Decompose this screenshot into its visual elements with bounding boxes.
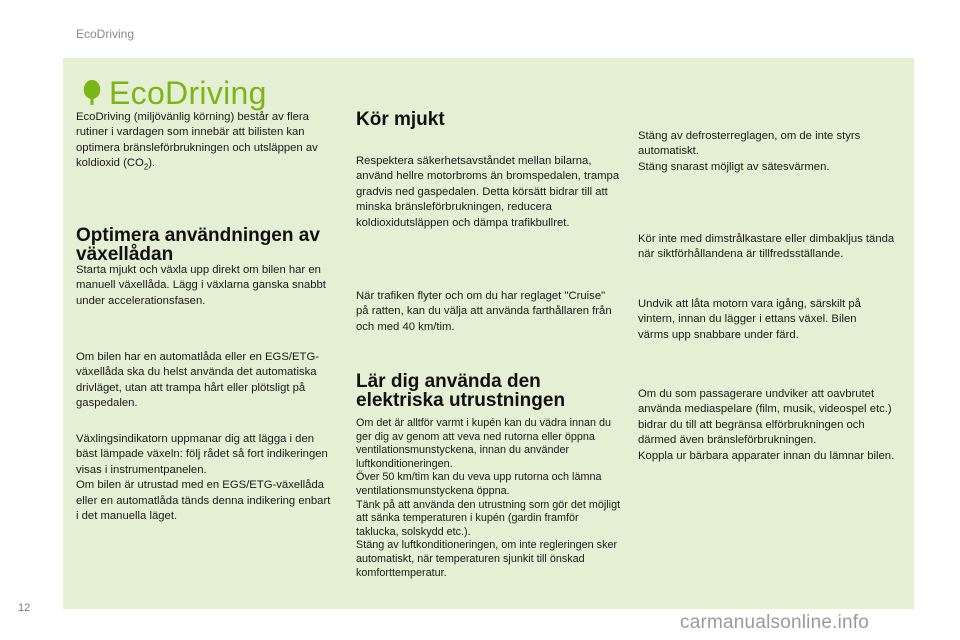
right-paragraph-4: Undvik att låta motorn vara igång, särskilt på vintern, innan du lägger i ettans växel. Bilen värms upp snabbare under färd. bbox=[638, 298, 861, 341]
tree-icon bbox=[81, 79, 103, 107]
running-header: EcoDriving bbox=[76, 27, 135, 41]
equipment-text bbox=[356, 417, 622, 580]
gearbox-paragraph-1: Starta mjukt och växla upp direkt om bilen har en manuell växellåda. Lägg i växlarna ganska snabbt under accelerationsfasen. bbox=[76, 264, 326, 307]
equipment-paragraph-4: Stäng av luftkonditioneringen, om inte regleringen sker automatiskt, när temperaturen sjunkit till önskad komforttemperatur. bbox=[356, 539, 618, 579]
intro-paragraph: EcoDriving (miljövänlig körning) består av flera rutiner i vardagen som innebär att bilisten kan optimera bränsleförbrukningen och utsläppen av koldioxid $(CO_2)$. bbox=[76, 111, 318, 172]
smooth-paragraph-2: När trafiken flyter och om du har reglaget "Cruise" på ratten, kan du välja att använda farthållaren från och med 40 km/tim. bbox=[356, 290, 612, 333]
gearbox-paragraph-2: Om bilen har en automatlåda eller en EGS/ETG-växellåda ska du helst använda det automatiska drivläget, utan att trampa hårt eller plötsligt på gaspedalen. bbox=[76, 351, 319, 410]
gearbox-heading: Optimera användningen av växellådan bbox=[76, 225, 320, 265]
page-number: 12 bbox=[18, 602, 31, 614]
gearbox-paragraph-4: Om bilen är utrustad med en EGS/ETG-växellåda eller en automatlåda tänds denna indikering enbart i det manuella läget. bbox=[76, 479, 331, 523]
equipment-paragraph-1: Om det är alltför varmt i kupén kan du vädra innan du ger dig av genom att veva ned rutorna eller öppna ventilationsmunstyckena, innan du använder luftkonditioneringen. bbox=[356, 417, 612, 470]
right-paragraph-1: Stäng av defrosterreglagen, om de inte styrs automatiskt. bbox=[638, 130, 861, 158]
smooth-heading: Kör mjukt bbox=[356, 109, 445, 130]
page-title: EcoDriving bbox=[109, 74, 267, 111]
gearbox-paragraph-3: Växlingsindikatorn uppmanar dig att lägga i den bäst lämpade växeln: följ rådet så fort indikeringen visas i instrumentpanelen. Om bilen är utrustad med en EGS/ETG-växellåda eller en automatlåda tänds denna indikering enbart i det manuella läget. bbox=[76, 432, 331, 524]
smooth-paragraph-1: Respektera säkerhetsavståndet mellan bilarna, använd hellre motorbroms än bromspedalen, trampa gradvis ned gaspedalen. Detta körsätt bidrar till att minska bränsleförbrukningen, reducera koldioxidutsläppen och dämpa trafikbullret. bbox=[356, 155, 620, 229]
right-paragraph-6: Koppla ur bärbara apparater innan du lämnar bilen. bbox=[638, 449, 895, 462]
watermark: carmanualsonline.info bbox=[680, 612, 870, 633]
equipment-paragraph-3: Tänk på att använda den utrustning som gör det möjligt att sänka temperaturen i kupén (gardin framför taklucka, solskydd etc.). bbox=[356, 498, 621, 538]
right-paragraph-5: Om du som passagerare undviker att oavbrutet använda mediaspelare (film, musik, videospel etc.) bidrar du till att begränsa elförbrukningen och därmed även bränsleförbrukningen. bbox=[638, 388, 892, 447]
right-block-1 bbox=[638, 129, 903, 175]
right-block-2 bbox=[638, 387, 896, 464]
equipment-heading: Lär dig använda den elektriska utrustningen bbox=[356, 371, 566, 411]
right-paragraph-2: Stäng snarast möjligt av sätesvärmen. bbox=[638, 160, 830, 173]
equipment-paragraph-2: Över 50 km/tim kan du veva upp rutorna och lämna ventilationsmunstyckena öppna. bbox=[356, 471, 602, 497]
right-paragraph-3: Kör inte med dimstrålkastare eller dimbakljus tända när siktförhållandena är tillfredsställande. bbox=[638, 233, 895, 261]
title-row bbox=[81, 72, 267, 114]
